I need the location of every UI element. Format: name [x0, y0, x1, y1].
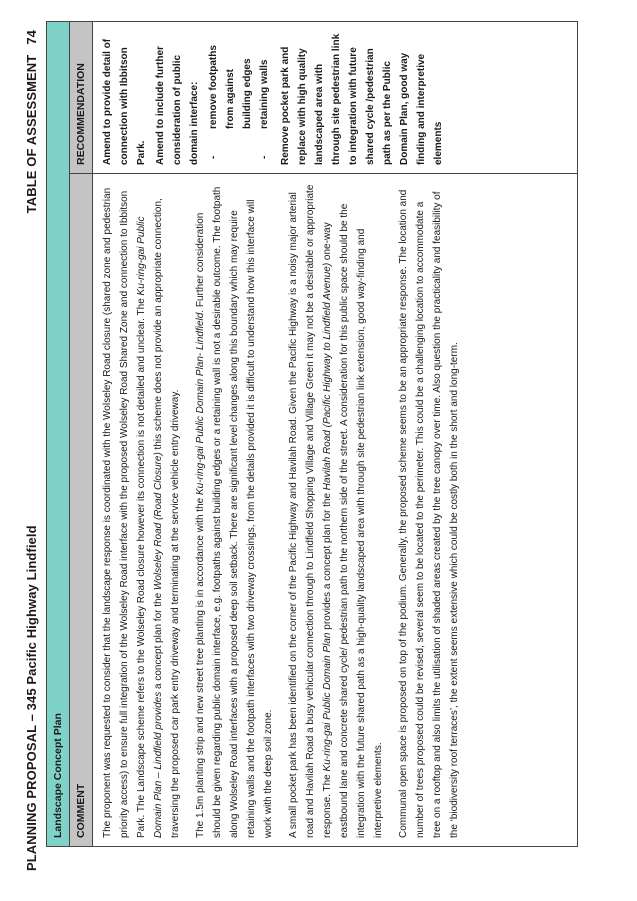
- document-title: PLANNING PROPOSAL – 345 Pacific Highway Lindfield: [24, 525, 39, 871]
- italic-reference: Ku-ring-gai Public Domain Plan – Lindfield provides: [136, 216, 164, 838]
- section-name: TABLE OF ASSESSMENT: [24, 54, 39, 214]
- comment-text: Communal open space is proposed on top of the podium. Generally, the proposed scheme seems to be an appropriate response. The location and number of trees proposed could be revised, several seem to be located to the perimeter. This could be a challenging location to accommodate a tree on a rooftop and also limits the utilisation of shaded areas created by the tree canopy over time. Also question the practicality and feasibility of the ‘biodiversity roof terraces’, the extent seems extensive which could be costly both in the short and long-term.: [398, 189, 460, 838]
- page-number: 74: [24, 30, 39, 45]
- page-meta: [24, 30, 39, 213]
- comment-paragraph: [395, 182, 463, 838]
- comment-text: one-way eastbound lane and concrete shared cycle/ pedestrian path to the northern side of the street. A consideration for this public space should be the integration with the future shared path as a high-quality landscaped area with through site pedestrian link extension, good way-finding and interpretive elements.: [322, 203, 384, 838]
- comment-text: The 1.5m planting strip and new street tree planting is in accordance with the: [195, 495, 206, 838]
- assessment-table: [46, 21, 578, 847]
- table-row: [93, 22, 578, 847]
- comment-column-header: COMMENT: [70, 174, 93, 847]
- comment-paragraph: [285, 182, 387, 838]
- comment-text: a concept plan for the: [153, 590, 164, 692]
- comment-text: this scheme does not provide an appropriate connection, traversing the proposed car park entry driveway and terminating at the service vehicle entry driveway.: [153, 198, 181, 838]
- recommendation-paragraph: Remove pocket park and replace with high quality landscaped area with through site pedestrian link to integration with future shared cycle /pedestrian path as per the Public Domain Plan, good way finding and interpretive elements: [280, 33, 444, 165]
- comment-text: The proponent was requested to consider that the landscape response is coordinated with the Wolseley Road closure (shared zone and pedestrian priority access) to ensure full integration of the Wolseley Road interface with the proposed Wolseley Road Shared Zone and connection to Ibbitson Park. The Landscape scheme refers to the Wolseley Road closure however its connection is not detailed and unclear. The: [102, 187, 147, 838]
- list-item: - retaining walls: [259, 59, 270, 159]
- italic-reference: Ku-ring-gai Public Domain Plan- Lindfield: [195, 312, 206, 496]
- comment-cell: [93, 174, 578, 847]
- page-header: [24, 30, 48, 871]
- recommendation-paragraph: Amend to include further consideration of public domain interface:: [155, 46, 200, 165]
- comment-paragraph: [192, 182, 277, 838]
- recommendation-list: [205, 30, 273, 165]
- comment-text: provides a concept plan for the: [322, 490, 333, 633]
- italic-reference: Wolseley Road (Road Closure): [153, 452, 164, 591]
- recommendation-cell: [93, 22, 578, 174]
- italic-reference: Ku-ring-gai Public Domain Plan: [322, 632, 333, 772]
- comment-text: A small pocket park has been identified on the corner of the Pacific Highway and Havilah Road. Given the Pacific Highway is a noisy major arterial road and Havilah Road a busy vehicular connection through to Lindfield Shopping Village and Village Green it may not be a desirable or appropriate response. The: [288, 184, 333, 838]
- recommendation-paragraph: Amend to provide detail of connection with Ibbitson Park.: [102, 38, 147, 165]
- section-title: Landscape Concept Plan: [47, 22, 70, 847]
- italic-reference: Havilah Road (Pacific Highway to Lindfield Avenue): [322, 262, 333, 491]
- comment-paragraph: [99, 182, 184, 838]
- list-item: - remove footpaths from against building edges: [208, 45, 253, 159]
- column-header-row: [70, 22, 93, 847]
- section-row: [47, 22, 70, 847]
- comment-body: [99, 182, 463, 838]
- recommendation-column-header: RECOMMENDATION: [70, 22, 93, 174]
- comment-text: . Further consideration should be given regarding public domain interface, e.g. footpaths against building edges or a retaining wall is not a desirable outcome. The footpath along Wolseley Road interfaces with a proposed deep soil setback. There are significant level changes along this boundary which may require retaining walls and the footpath interfaces with two driveway crossings, from the details provided it is difficult to understand how this interface will work with the deep soil zone.: [195, 186, 274, 838]
